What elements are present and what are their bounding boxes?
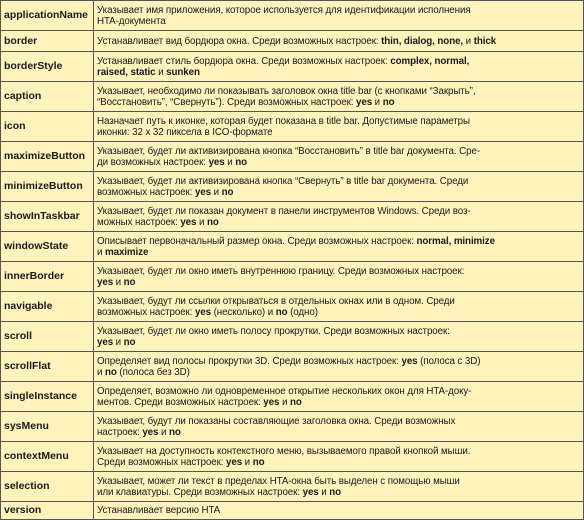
description-text: (полоса с 3D) [417, 355, 481, 367]
option-value: no [382, 96, 395, 108]
option-value: no [289, 396, 302, 408]
description-text: и [158, 426, 169, 438]
description-text: Назначает путь к иконке, которая будет показана в title bar. Допустимые параметры [97, 115, 470, 127]
table-body [1, 1, 584, 520]
description-text: Указывает, будет ли показан документ в панели инструментов Windows. Среди воз- [97, 205, 471, 217]
option-value: yes [356, 96, 373, 108]
attribute-name-cell: applicationName [1, 1, 94, 31]
description-text: Описывает первоначальный размер окна. Среди возможных настроек: [97, 235, 417, 247]
attribute-name-cell: caption [1, 82, 94, 112]
attribute-name-cell: navigable [1, 292, 94, 322]
option-value: no [123, 336, 136, 348]
attribute-name-cell: singleInstance [1, 382, 94, 412]
description-text: Указывает, может ли текст в пределах HTA-окна быть выделен с помощью мыши [97, 475, 460, 487]
table-row [1, 82, 584, 112]
attribute-description-cell [94, 31, 584, 52]
attribute-description-cell [94, 412, 584, 442]
attribute-description-cell [94, 52, 584, 82]
attribute-description-cell [94, 172, 584, 202]
option-value: normal, minimize [416, 235, 495, 247]
table-row [1, 382, 584, 412]
description-text: и [279, 396, 290, 408]
description-text: и [242, 456, 253, 468]
attribute-name-cell: icon [1, 112, 94, 142]
attribute-description-cell [94, 352, 584, 382]
description-text: Устанавливает вид бордюра окна. Среди возможных настроек: [97, 35, 382, 47]
attribute-name-cell: maximizeButton [1, 142, 94, 172]
option-value: yes [180, 216, 197, 228]
description-text: Указывает, необходимо ли показывать заголовок окна title bar (с кнопками “Закрыть”, [97, 85, 476, 97]
table-row [1, 172, 584, 202]
description-text: “Восстановить”, “Свернуть”). Среди возможных настроек: [97, 96, 357, 108]
description-text: Определяет вид полосы прокрутки 3D. Среди возможных настроек: [97, 355, 402, 367]
attribute-description-cell [94, 112, 584, 142]
option-value: no [235, 156, 248, 168]
description-text: (несколько) и [211, 306, 276, 318]
option-value: no [123, 276, 136, 288]
option-value: maximize [105, 246, 149, 258]
description-text: (полоса без 3D) [116, 366, 190, 378]
attribute-description-cell [94, 472, 584, 502]
attribute-description-cell [94, 322, 584, 352]
description-text: Указывает, будут ли ссылки открываться в отдельных окнах или в одном. Среди [97, 295, 455, 307]
description-text: Указывает, будет ли окно иметь внутреннюю границу. Среди возможных настроек: [97, 265, 465, 277]
description-text: или клавиатуры. Среди возможных настроек: [97, 486, 303, 498]
attribute-name-cell: borderStyle [1, 52, 94, 82]
description-text: настроек: [97, 426, 143, 438]
description-text: Указывает имя приложения, которое используется для идентификации исполнения [97, 4, 471, 16]
description-text: Устанавливает версию HTA [97, 505, 221, 516]
table-row [1, 142, 584, 172]
option-value: thin, dialog, none, [381, 35, 464, 47]
description-text: и [113, 276, 124, 288]
table-row [1, 442, 584, 472]
description-text: возможных настроек: [97, 306, 195, 318]
description-text: Определяет, возможно ли одновременное открытие нескольких окон для HTA-доку- [97, 385, 472, 397]
option-value: raised, static [97, 66, 156, 78]
description-text: Указывает, будут ли показаны составляющие заголовка окна. Среди возможных [97, 415, 456, 427]
description-text: и [113, 336, 124, 348]
option-value: no [252, 456, 265, 468]
option-value: no [221, 186, 234, 198]
description-text: и [211, 186, 222, 198]
option-value: yes [194, 306, 211, 318]
description-text: (одно) [287, 306, 318, 318]
attribute-description-cell [94, 82, 584, 112]
description-text: и [97, 246, 105, 258]
option-value: yes [263, 396, 280, 408]
table-row [1, 502, 584, 520]
option-value: yes [401, 355, 418, 367]
option-value: complex, normal, [390, 55, 470, 67]
description-text: и [318, 486, 330, 498]
description-text: ди возможных настроек: [97, 156, 209, 168]
description-text: и [463, 35, 474, 47]
description-text: ментов. Среди возможных настроек: [97, 396, 264, 408]
attribute-description-cell [94, 202, 584, 232]
attribute-name-cell: windowState [1, 232, 94, 262]
option-value: no [207, 216, 219, 228]
option-value: no [105, 366, 117, 378]
attribute-description-cell [94, 442, 584, 472]
table-row [1, 412, 584, 442]
attribute-name-cell: scrollFlat [1, 352, 94, 382]
option-value: yes [208, 156, 225, 168]
description-text: Среди возможных настроек: [97, 456, 227, 468]
attribute-name-cell: showInTaskbar [1, 202, 94, 232]
attribute-name-cell: scroll [1, 322, 94, 352]
table-row [1, 1, 584, 31]
attribute-description-cell [94, 262, 584, 292]
attribute-description-cell [94, 232, 584, 262]
option-value: yes [302, 486, 319, 498]
option-value: yes [226, 456, 243, 468]
option-value: yes [142, 426, 159, 438]
description-text: Указывает на доступность контекстного меню, вызываемого правой кнопкой мыши. [97, 445, 471, 457]
option-value: yes [97, 276, 114, 288]
attribute-name-cell: minimizeButton [1, 172, 94, 202]
option-value: thick [473, 35, 497, 47]
table-row [1, 52, 584, 82]
description-text: и [372, 96, 383, 108]
table-row [1, 202, 584, 232]
option-value: no [169, 426, 181, 438]
option-value: sunken [166, 66, 200, 78]
attribute-description-cell [94, 142, 584, 172]
description-text: HTA-документа [97, 15, 166, 27]
attribute-description-cell [94, 382, 584, 412]
attribute-name-cell: selection [1, 472, 94, 502]
attribute-name-cell: sysMenu [1, 412, 94, 442]
table-row [1, 352, 584, 382]
attribute-name-cell: contextMenu [1, 442, 94, 472]
attribute-name-cell: border [1, 31, 94, 52]
description-text: можных настроек: [97, 216, 181, 228]
attribute-name-cell: innerBorder [1, 262, 94, 292]
description-text: и [196, 216, 207, 228]
description-text: и [97, 366, 105, 378]
description-text: и [224, 156, 236, 168]
option-value: yes [97, 336, 114, 348]
description-text: и [155, 66, 167, 78]
table-row [1, 232, 584, 262]
table-row [1, 31, 584, 52]
description-text: возможных настроек: [97, 186, 195, 198]
description-text: иконки: 32 x 32 пиксела в ICO-формате [97, 126, 273, 138]
description-text: Указывает, будет ли активизирована кнопка “Свернуть” в title bar документа. Среди [97, 175, 469, 187]
table-row [1, 292, 584, 322]
attribute-description-cell [94, 502, 584, 520]
attribute-description-cell [94, 292, 584, 322]
table-row [1, 262, 584, 292]
table-row [1, 322, 584, 352]
table-row [1, 112, 584, 142]
attribute-name-cell: version [1, 502, 94, 520]
option-value: no [329, 486, 342, 498]
option-value: no [275, 306, 288, 318]
table-row [1, 472, 584, 502]
description-text: Указывает, будет ли активизирована кнопка “Восстановить” в title bar документа. Сре- [97, 145, 480, 157]
attribute-description-cell [94, 1, 584, 31]
description-text: Устанавливает стиль бордюра окна. Среди возможных настроек: [97, 55, 391, 67]
option-value: yes [194, 186, 211, 198]
description-text: Указывает, будет ли окно иметь полосу прокрутки. Среди возможных настроек: [97, 325, 450, 337]
